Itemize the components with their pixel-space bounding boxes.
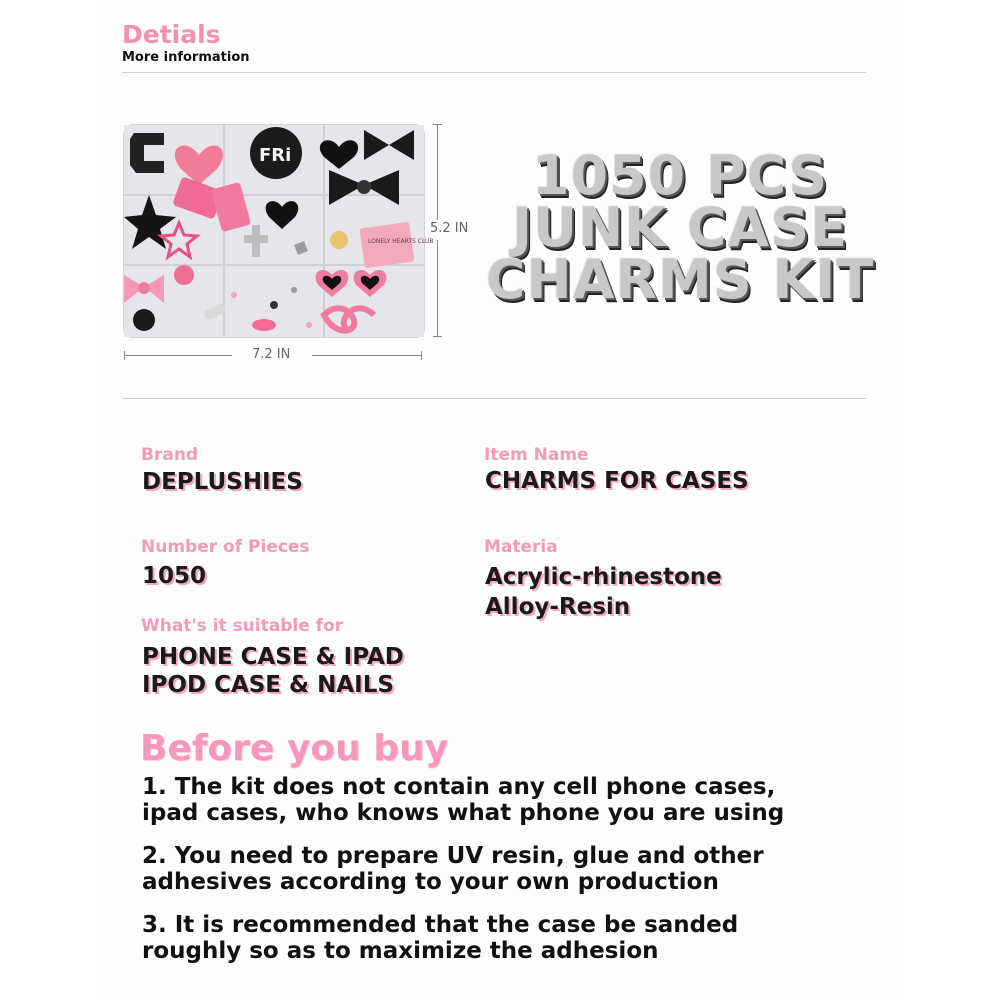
brand-value: DEPLUSHIES: [142, 469, 303, 495]
note-1-line-1: 1. The kit does not contain any cell phone cases,: [142, 774, 776, 800]
brand-label: Brand: [141, 445, 199, 465]
material-value-line-2: Alloy-Resin: [485, 594, 631, 620]
suitable-value-line-2: IPOD CASE & NAILS: [142, 672, 394, 698]
suitable-label: What's it suitable for: [141, 616, 344, 636]
charm-ticket-text: LONELY HEARTS CLUB: [368, 238, 434, 245]
item-name-label: Item Name: [484, 445, 589, 465]
suitable-value-line-1: PHONE CASE & IPAD: [142, 644, 404, 670]
headline-line-1: 1050 PCS: [531, 144, 829, 207]
note-3: [142, 912, 882, 964]
note-3-line-2: roughly so as to maximize the adhesion: [142, 938, 659, 964]
item-name-value: CHARMS FOR CASES: [485, 468, 749, 494]
section-subtitle: More information: [122, 50, 250, 65]
note-2-line-2: adhesives according to your own production: [142, 869, 719, 895]
note-3-line-1: 3. It is recommended that the case be sanded: [142, 912, 739, 938]
height-dimension-line-top: [437, 124, 438, 220]
material-label: Materia: [484, 537, 558, 557]
height-tick-bottom: [433, 336, 442, 337]
width-tick-left: [124, 351, 125, 360]
note-1: [142, 774, 882, 826]
note-2-line-1: 2. You need to prepare UV resin, glue and other: [142, 843, 764, 869]
pieces-label: Number of Pieces: [141, 537, 310, 557]
charm-fri-text: FRi: [259, 145, 292, 166]
product-headline: [470, 144, 890, 311]
divider-middle: [122, 398, 866, 399]
width-tick-right: [421, 351, 422, 360]
pieces-value: 1050: [142, 563, 207, 589]
width-label: 7.2 IN: [252, 347, 291, 362]
width-dimension-line-right: [312, 355, 422, 356]
charms-illustration: [124, 125, 434, 337]
headline-line-2: JUNK CASE: [512, 196, 848, 259]
product-image: [123, 124, 434, 338]
headline-line-3: CHARMS KIT: [485, 248, 875, 311]
height-tick-top: [433, 124, 442, 125]
note-1-line-2: ipad cases, who knows what phone you are using: [142, 800, 785, 826]
section-title: Detials: [122, 20, 221, 49]
width-dimension-line-left: [124, 355, 232, 356]
before-you-buy-title: Before you buy: [140, 728, 449, 769]
height-label: 5.2 IN: [430, 221, 469, 236]
divider-top: [122, 72, 866, 73]
note-2: [142, 843, 882, 895]
height-dimension-line-bottom: [437, 240, 438, 336]
material-value-line-1: Acrylic-rhinestone: [485, 564, 722, 590]
